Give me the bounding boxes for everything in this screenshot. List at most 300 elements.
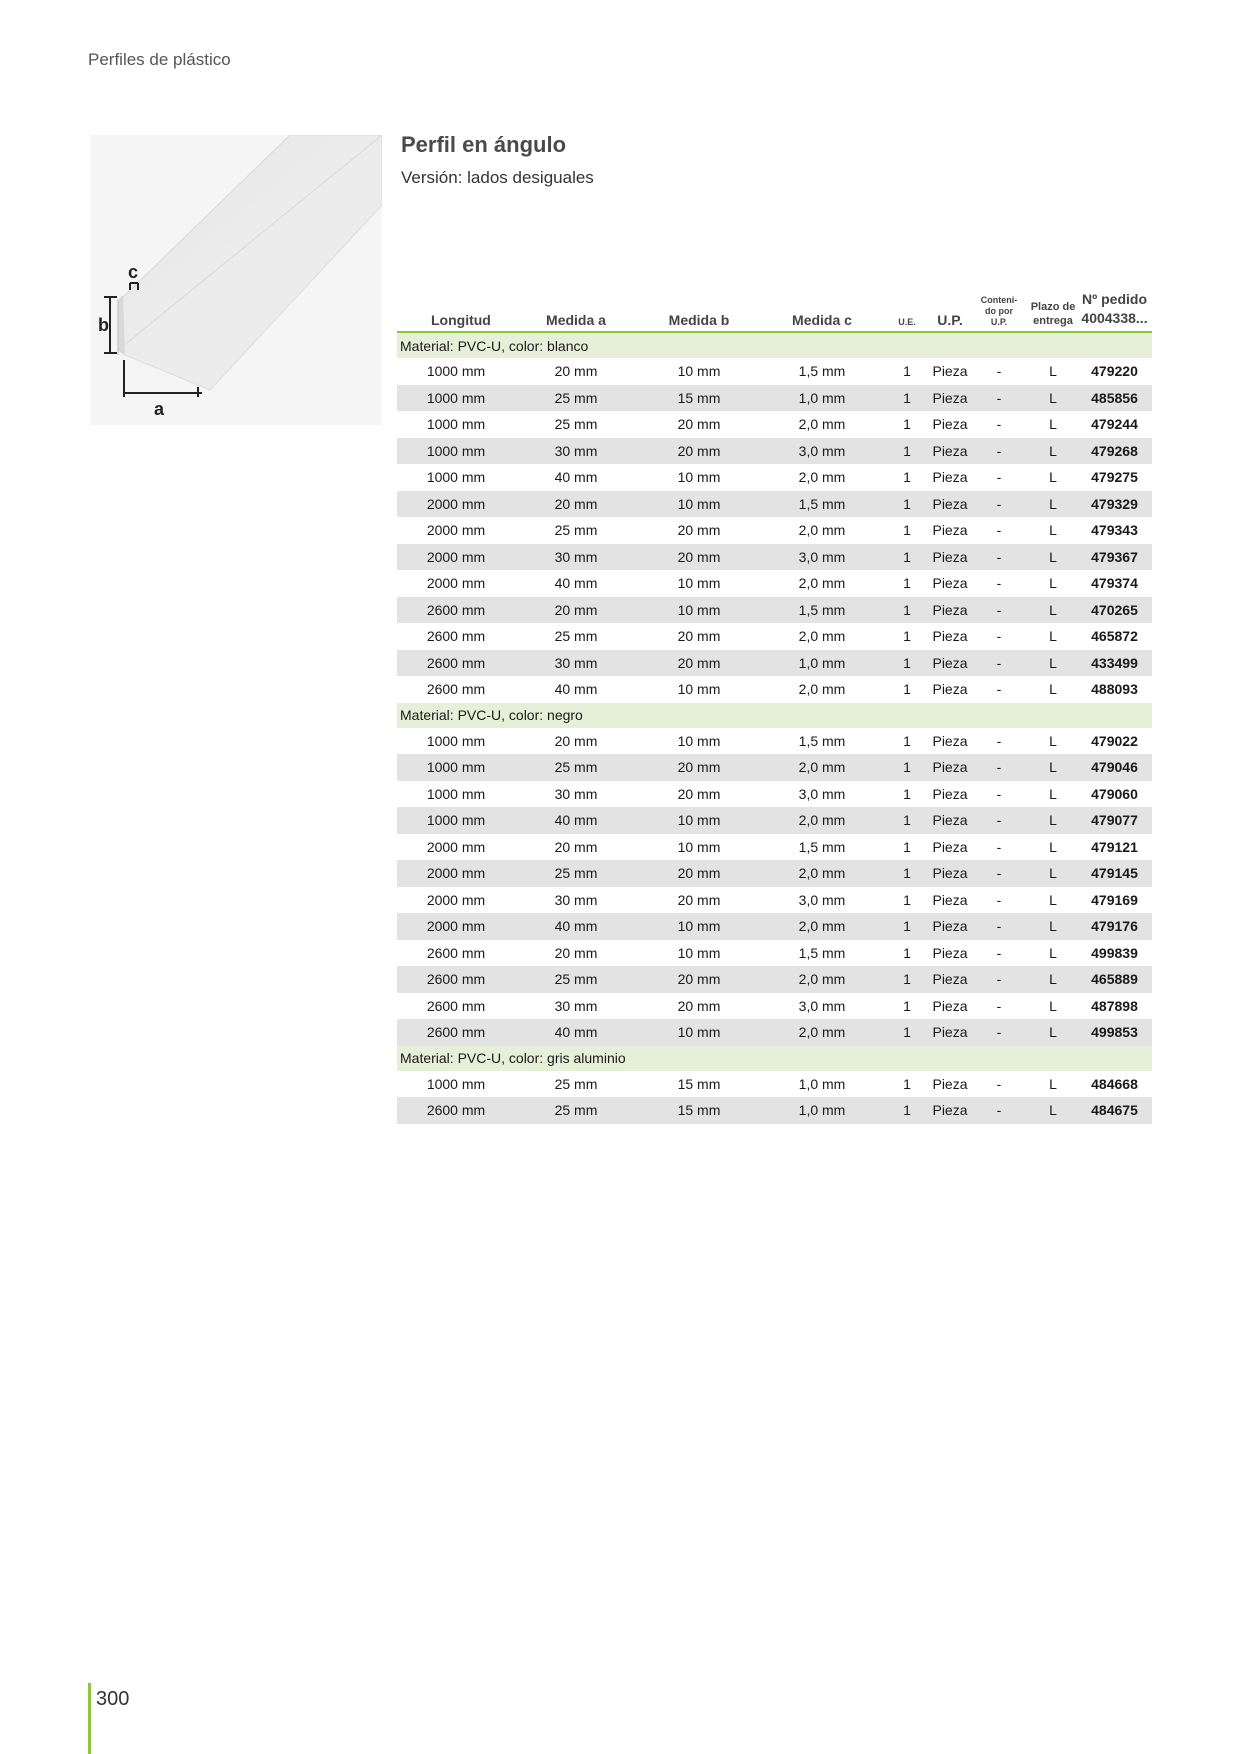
cell-pedido: 465889 (1077, 966, 1152, 993)
material-group-label: Material: PVC-U, color: gris aluminio (397, 1046, 1152, 1071)
cell-medida-c: 1,0 mm (761, 1071, 883, 1098)
table-row (397, 834, 1152, 861)
angle-profile-drawing (90, 135, 382, 425)
cell-contenido: - (969, 1071, 1029, 1098)
cell-medida-b: 10 mm (637, 597, 761, 624)
cell-medida-a: 40 mm (515, 570, 637, 597)
cell-up: Pieza (931, 411, 969, 438)
cell-medida-a: 25 mm (515, 1097, 637, 1124)
cell-ue: 1 (883, 913, 931, 940)
cell-medida-b: 10 mm (637, 464, 761, 491)
table-row (397, 913, 1152, 940)
cell-longitud: 1000 mm (397, 464, 515, 491)
cell-medida-c: 1,0 mm (761, 1097, 883, 1124)
cell-ue: 1 (883, 597, 931, 624)
table-row (397, 1019, 1152, 1046)
cell-ue: 1 (883, 1097, 931, 1124)
material-group-label: Material: PVC-U, color: negro (397, 703, 1152, 728)
cell-longitud: 1000 mm (397, 385, 515, 412)
col-contenido (969, 290, 1029, 332)
cell-plazo: L (1029, 544, 1077, 571)
cell-contenido: - (969, 913, 1029, 940)
material-group-row (397, 1046, 1152, 1071)
cell-longitud: 1000 mm (397, 1071, 515, 1098)
cell-medida-c: 3,0 mm (761, 887, 883, 914)
cell-pedido: 479176 (1077, 913, 1152, 940)
cell-ue: 1 (883, 807, 931, 834)
cell-pedido: 479343 (1077, 517, 1152, 544)
cell-pedido: 479046 (1077, 754, 1152, 781)
cell-contenido: - (969, 491, 1029, 518)
table-row (397, 781, 1152, 808)
table-row (397, 676, 1152, 703)
cell-medida-b: 20 mm (637, 411, 761, 438)
cell-longitud: 2000 mm (397, 834, 515, 861)
cell-medida-a: 25 mm (515, 860, 637, 887)
cell-medida-b: 10 mm (637, 728, 761, 755)
cell-up: Pieza (931, 1071, 969, 1098)
cell-up: Pieza (931, 385, 969, 412)
cell-longitud: 2600 mm (397, 623, 515, 650)
cell-plazo: L (1029, 966, 1077, 993)
cell-contenido: - (969, 1019, 1029, 1046)
material-group-row (397, 703, 1152, 728)
cell-up: Pieza (931, 358, 969, 385)
cell-medida-b: 10 mm (637, 676, 761, 703)
cell-medida-b: 15 mm (637, 385, 761, 412)
cell-up: Pieza (931, 860, 969, 887)
col-medida-a: Medida a (515, 290, 637, 332)
cell-medida-c: 1,5 mm (761, 728, 883, 755)
cell-medida-c: 1,5 mm (761, 597, 883, 624)
cell-ue: 1 (883, 491, 931, 518)
cell-plazo: L (1029, 1019, 1077, 1046)
cell-longitud: 2000 mm (397, 544, 515, 571)
cell-pedido: 488093 (1077, 676, 1152, 703)
cell-pedido: 479077 (1077, 807, 1152, 834)
cell-plazo: L (1029, 385, 1077, 412)
cell-medida-a: 20 mm (515, 940, 637, 967)
cell-medida-b: 10 mm (637, 913, 761, 940)
table-row (397, 570, 1152, 597)
cell-medida-b: 20 mm (637, 544, 761, 571)
cell-longitud: 1000 mm (397, 781, 515, 808)
cell-medida-a: 30 mm (515, 544, 637, 571)
cell-medida-a: 40 mm (515, 807, 637, 834)
table-row (397, 728, 1152, 755)
cell-pedido: 433499 (1077, 650, 1152, 677)
cell-pedido: 484675 (1077, 1097, 1152, 1124)
cell-longitud: 1000 mm (397, 807, 515, 834)
cell-medida-c: 3,0 mm (761, 993, 883, 1020)
cell-contenido: - (969, 834, 1029, 861)
cell-pedido: 465872 (1077, 623, 1152, 650)
cell-medida-a: 30 mm (515, 438, 637, 465)
cell-medida-a: 25 mm (515, 1071, 637, 1098)
cell-up: Pieza (931, 940, 969, 967)
cell-plazo: L (1029, 570, 1077, 597)
cell-medida-a: 20 mm (515, 597, 637, 624)
table-row (397, 544, 1152, 571)
cell-medida-a: 30 mm (515, 887, 637, 914)
cell-longitud: 1000 mm (397, 411, 515, 438)
cell-up: Pieza (931, 993, 969, 1020)
cell-ue: 1 (883, 1019, 931, 1046)
col-pedido-line2: 4004338... (1081, 310, 1148, 326)
cell-pedido: 487898 (1077, 993, 1152, 1020)
cell-ue: 1 (883, 385, 931, 412)
cell-up: Pieza (931, 1019, 969, 1046)
label-a: a (154, 399, 165, 419)
cell-medida-c: 1,5 mm (761, 491, 883, 518)
cell-medida-a: 30 mm (515, 993, 637, 1020)
cell-pedido: 479367 (1077, 544, 1152, 571)
cell-medida-c: 2,0 mm (761, 860, 883, 887)
cell-pedido: 479268 (1077, 438, 1152, 465)
cell-ue: 1 (883, 570, 931, 597)
table-row (397, 650, 1152, 677)
cell-up: Pieza (931, 1097, 969, 1124)
cell-medida-b: 10 mm (637, 570, 761, 597)
cell-contenido: - (969, 623, 1029, 650)
cell-medida-a: 25 mm (515, 411, 637, 438)
cell-ue: 1 (883, 834, 931, 861)
cell-medida-c: 2,0 mm (761, 517, 883, 544)
cell-longitud: 2000 mm (397, 860, 515, 887)
cell-medida-b: 15 mm (637, 1097, 761, 1124)
cell-plazo: L (1029, 676, 1077, 703)
cell-medida-b: 10 mm (637, 358, 761, 385)
table-row (397, 464, 1152, 491)
cell-ue: 1 (883, 358, 931, 385)
cell-medida-c: 2,0 mm (761, 623, 883, 650)
cell-medida-b: 20 mm (637, 438, 761, 465)
cell-ue: 1 (883, 411, 931, 438)
cell-plazo: L (1029, 517, 1077, 544)
cell-ue: 1 (883, 993, 931, 1020)
cell-medida-c: 2,0 mm (761, 411, 883, 438)
cell-longitud: 2600 mm (397, 966, 515, 993)
cell-contenido: - (969, 464, 1029, 491)
cell-longitud: 2000 mm (397, 517, 515, 544)
cell-plazo: L (1029, 1097, 1077, 1124)
cell-medida-c: 2,0 mm (761, 464, 883, 491)
cell-up: Pieza (931, 491, 969, 518)
material-group-label: Material: PVC-U, color: blanco (397, 332, 1152, 358)
cell-contenido: - (969, 597, 1029, 624)
cell-contenido: - (969, 358, 1029, 385)
table-row (397, 1071, 1152, 1098)
cell-contenido: - (969, 676, 1029, 703)
cell-up: Pieza (931, 887, 969, 914)
cell-plazo: L (1029, 438, 1077, 465)
cell-plazo: L (1029, 993, 1077, 1020)
cell-up: Pieza (931, 676, 969, 703)
cell-medida-b: 20 mm (637, 781, 761, 808)
product-title: Perfil en ángulo (401, 132, 567, 157)
cell-contenido: - (969, 940, 1029, 967)
cell-plazo: L (1029, 597, 1077, 624)
cell-contenido: - (969, 754, 1029, 781)
cell-pedido: 485856 (1077, 385, 1152, 412)
cell-medida-c: 1,5 mm (761, 358, 883, 385)
cell-plazo: L (1029, 358, 1077, 385)
cell-up: Pieza (931, 834, 969, 861)
cell-longitud: 1000 mm (397, 728, 515, 755)
cell-medida-a: 20 mm (515, 834, 637, 861)
cell-longitud: 2000 mm (397, 491, 515, 518)
cell-medida-c: 2,0 mm (761, 570, 883, 597)
cell-medida-b: 20 mm (637, 754, 761, 781)
cell-ue: 1 (883, 544, 931, 571)
cell-plazo: L (1029, 491, 1077, 518)
cell-up: Pieza (931, 517, 969, 544)
cell-medida-b: 10 mm (637, 807, 761, 834)
cell-up: Pieza (931, 544, 969, 571)
cell-medida-c: 1,5 mm (761, 940, 883, 967)
cell-up: Pieza (931, 623, 969, 650)
cell-contenido: - (969, 860, 1029, 887)
cell-plazo: L (1029, 834, 1077, 861)
cell-medida-c: 1,0 mm (761, 650, 883, 677)
cell-medida-b: 10 mm (637, 940, 761, 967)
table-row (397, 411, 1152, 438)
table-row (397, 860, 1152, 887)
cell-contenido: - (969, 966, 1029, 993)
table-row (397, 358, 1152, 385)
cell-contenido: - (969, 570, 1029, 597)
cell-medida-b: 20 mm (637, 517, 761, 544)
cell-up: Pieza (931, 570, 969, 597)
cell-up: Pieza (931, 807, 969, 834)
cell-medida-c: 1,5 mm (761, 834, 883, 861)
cell-up: Pieza (931, 728, 969, 755)
product-image (90, 135, 382, 425)
cell-longitud: 2000 mm (397, 887, 515, 914)
col-plazo (1029, 290, 1077, 332)
table-row (397, 887, 1152, 914)
cell-medida-b: 20 mm (637, 650, 761, 677)
cell-medida-a: 25 mm (515, 517, 637, 544)
cell-ue: 1 (883, 940, 931, 967)
cell-up: Pieza (931, 781, 969, 808)
cell-medida-b: 20 mm (637, 993, 761, 1020)
cell-plazo: L (1029, 860, 1077, 887)
cell-medida-c: 3,0 mm (761, 544, 883, 571)
cell-pedido: 484668 (1077, 1071, 1152, 1098)
cell-contenido: - (969, 728, 1029, 755)
cell-contenido: - (969, 993, 1029, 1020)
cell-contenido: - (969, 807, 1029, 834)
cell-ue: 1 (883, 650, 931, 677)
cell-plazo: L (1029, 623, 1077, 650)
cell-medida-b: 20 mm (637, 623, 761, 650)
col-plazo-line1: Plazo de (1030, 301, 1076, 313)
cell-longitud: 2000 mm (397, 570, 515, 597)
page-accent-bar (88, 1683, 91, 1754)
cell-medida-c: 2,0 mm (761, 754, 883, 781)
cell-plazo: L (1029, 1071, 1077, 1098)
cell-up: Pieza (931, 754, 969, 781)
cell-medida-b: 10 mm (637, 834, 761, 861)
cell-pedido: 479275 (1077, 464, 1152, 491)
page-number: 300 (96, 1688, 130, 1710)
product-table (397, 290, 1152, 1124)
cell-medida-a: 40 mm (515, 464, 637, 491)
col-contenido-line1: Conteni- (980, 295, 1018, 305)
cell-ue: 1 (883, 676, 931, 703)
cell-longitud: 1000 mm (397, 754, 515, 781)
col-pedido-line1: Nº pedido (1082, 291, 1147, 307)
cell-medida-c: 2,0 mm (761, 807, 883, 834)
col-medida-c: Medida c (761, 290, 883, 332)
table-row (397, 940, 1152, 967)
cell-medida-b: 15 mm (637, 1071, 761, 1098)
cell-ue: 1 (883, 623, 931, 650)
cell-up: Pieza (931, 966, 969, 993)
table-row (397, 1097, 1152, 1124)
cell-medida-a: 20 mm (515, 358, 637, 385)
cell-plazo: L (1029, 781, 1077, 808)
cell-pedido: 479121 (1077, 834, 1152, 861)
cell-ue: 1 (883, 754, 931, 781)
table-header-row (397, 290, 1152, 332)
cell-medida-b: 20 mm (637, 966, 761, 993)
cell-longitud: 2600 mm (397, 650, 515, 677)
cell-contenido: - (969, 887, 1029, 914)
cell-medida-b: 10 mm (637, 491, 761, 518)
cell-pedido: 499839 (1077, 940, 1152, 967)
table-row (397, 491, 1152, 518)
cell-pedido: 479329 (1077, 491, 1152, 518)
cell-pedido: 479169 (1077, 887, 1152, 914)
cell-ue: 1 (883, 517, 931, 544)
label-c: c (128, 262, 139, 282)
cell-longitud: 2600 mm (397, 940, 515, 967)
cell-ue: 1 (883, 781, 931, 808)
cell-ue: 1 (883, 966, 931, 993)
table-body (397, 332, 1152, 1124)
cell-medida-a: 25 mm (515, 385, 637, 412)
cell-medida-c: 3,0 mm (761, 438, 883, 465)
cell-medida-a: 25 mm (515, 754, 637, 781)
cell-medida-b: 20 mm (637, 887, 761, 914)
cell-medida-b: 10 mm (637, 1019, 761, 1046)
cell-up: Pieza (931, 650, 969, 677)
cell-medida-a: 30 mm (515, 650, 637, 677)
cell-up: Pieza (931, 464, 969, 491)
cell-up: Pieza (931, 438, 969, 465)
col-medida-b: Medida b (637, 290, 761, 332)
cell-medida-a: 25 mm (515, 966, 637, 993)
cell-plazo: L (1029, 464, 1077, 491)
cell-ue: 1 (883, 464, 931, 491)
cell-ue: 1 (883, 887, 931, 914)
cell-pedido: 479145 (1077, 860, 1152, 887)
table-row (397, 807, 1152, 834)
table-row (397, 438, 1152, 465)
cell-medida-a: 20 mm (515, 491, 637, 518)
cell-pedido: 479220 (1077, 358, 1152, 385)
cell-medida-a: 20 mm (515, 728, 637, 755)
cell-medida-c: 2,0 mm (761, 966, 883, 993)
table-row (397, 754, 1152, 781)
cell-contenido: - (969, 1097, 1029, 1124)
label-b: b (98, 315, 109, 335)
cell-medida-c: 2,0 mm (761, 676, 883, 703)
cell-contenido: - (969, 438, 1029, 465)
cell-pedido: 479244 (1077, 411, 1152, 438)
cell-medida-c: 2,0 mm (761, 913, 883, 940)
cell-longitud: 2600 mm (397, 1097, 515, 1124)
table-row (397, 966, 1152, 993)
section-header: Perfiles de plástico (88, 50, 231, 69)
cell-medida-b: 20 mm (637, 860, 761, 887)
cell-ue: 1 (883, 438, 931, 465)
cell-longitud: 2600 mm (397, 597, 515, 624)
cell-plazo: L (1029, 650, 1077, 677)
cell-plazo: L (1029, 887, 1077, 914)
table-row (397, 623, 1152, 650)
table-row (397, 517, 1152, 544)
cell-pedido: 479022 (1077, 728, 1152, 755)
col-pedido (1077, 290, 1152, 332)
cell-medida-a: 30 mm (515, 781, 637, 808)
cell-longitud: 2600 mm (397, 676, 515, 703)
table-row (397, 385, 1152, 412)
table-row (397, 993, 1152, 1020)
cell-medida-a: 40 mm (515, 1019, 637, 1046)
cell-medida-a: 25 mm (515, 623, 637, 650)
cell-contenido: - (969, 517, 1029, 544)
cell-contenido: - (969, 385, 1029, 412)
cell-pedido: 499853 (1077, 1019, 1152, 1046)
cell-ue: 1 (883, 860, 931, 887)
cell-plazo: L (1029, 411, 1077, 438)
cell-plazo: L (1029, 728, 1077, 755)
cell-plazo: L (1029, 807, 1077, 834)
material-group-row (397, 332, 1152, 358)
cell-longitud: 1000 mm (397, 438, 515, 465)
col-up: U.P. (931, 290, 969, 332)
cell-plazo: L (1029, 913, 1077, 940)
cell-contenido: - (969, 650, 1029, 677)
cell-medida-c: 3,0 mm (761, 781, 883, 808)
cell-contenido: - (969, 411, 1029, 438)
cell-medida-a: 40 mm (515, 913, 637, 940)
cell-medida-c: 1,0 mm (761, 385, 883, 412)
col-plazo-line2: entrega (1033, 315, 1073, 327)
col-contenido-line2: do por (985, 306, 1013, 316)
cell-ue: 1 (883, 1071, 931, 1098)
table-row (397, 597, 1152, 624)
cell-plazo: L (1029, 940, 1077, 967)
col-ue: U.E. (883, 290, 931, 332)
cell-longitud: 2600 mm (397, 1019, 515, 1046)
col-contenido-line3: U.P. (990, 317, 1008, 327)
cell-longitud: 1000 mm (397, 358, 515, 385)
cell-pedido: 479060 (1077, 781, 1152, 808)
cell-pedido: 479374 (1077, 570, 1152, 597)
cell-contenido: - (969, 781, 1029, 808)
cell-up: Pieza (931, 913, 969, 940)
cell-medida-a: 40 mm (515, 676, 637, 703)
cell-pedido: 470265 (1077, 597, 1152, 624)
product-version: Versión: lados desiguales (401, 168, 594, 187)
cell-medida-c: 2,0 mm (761, 1019, 883, 1046)
cell-contenido: - (969, 544, 1029, 571)
col-longitud: Longitud (397, 290, 515, 332)
